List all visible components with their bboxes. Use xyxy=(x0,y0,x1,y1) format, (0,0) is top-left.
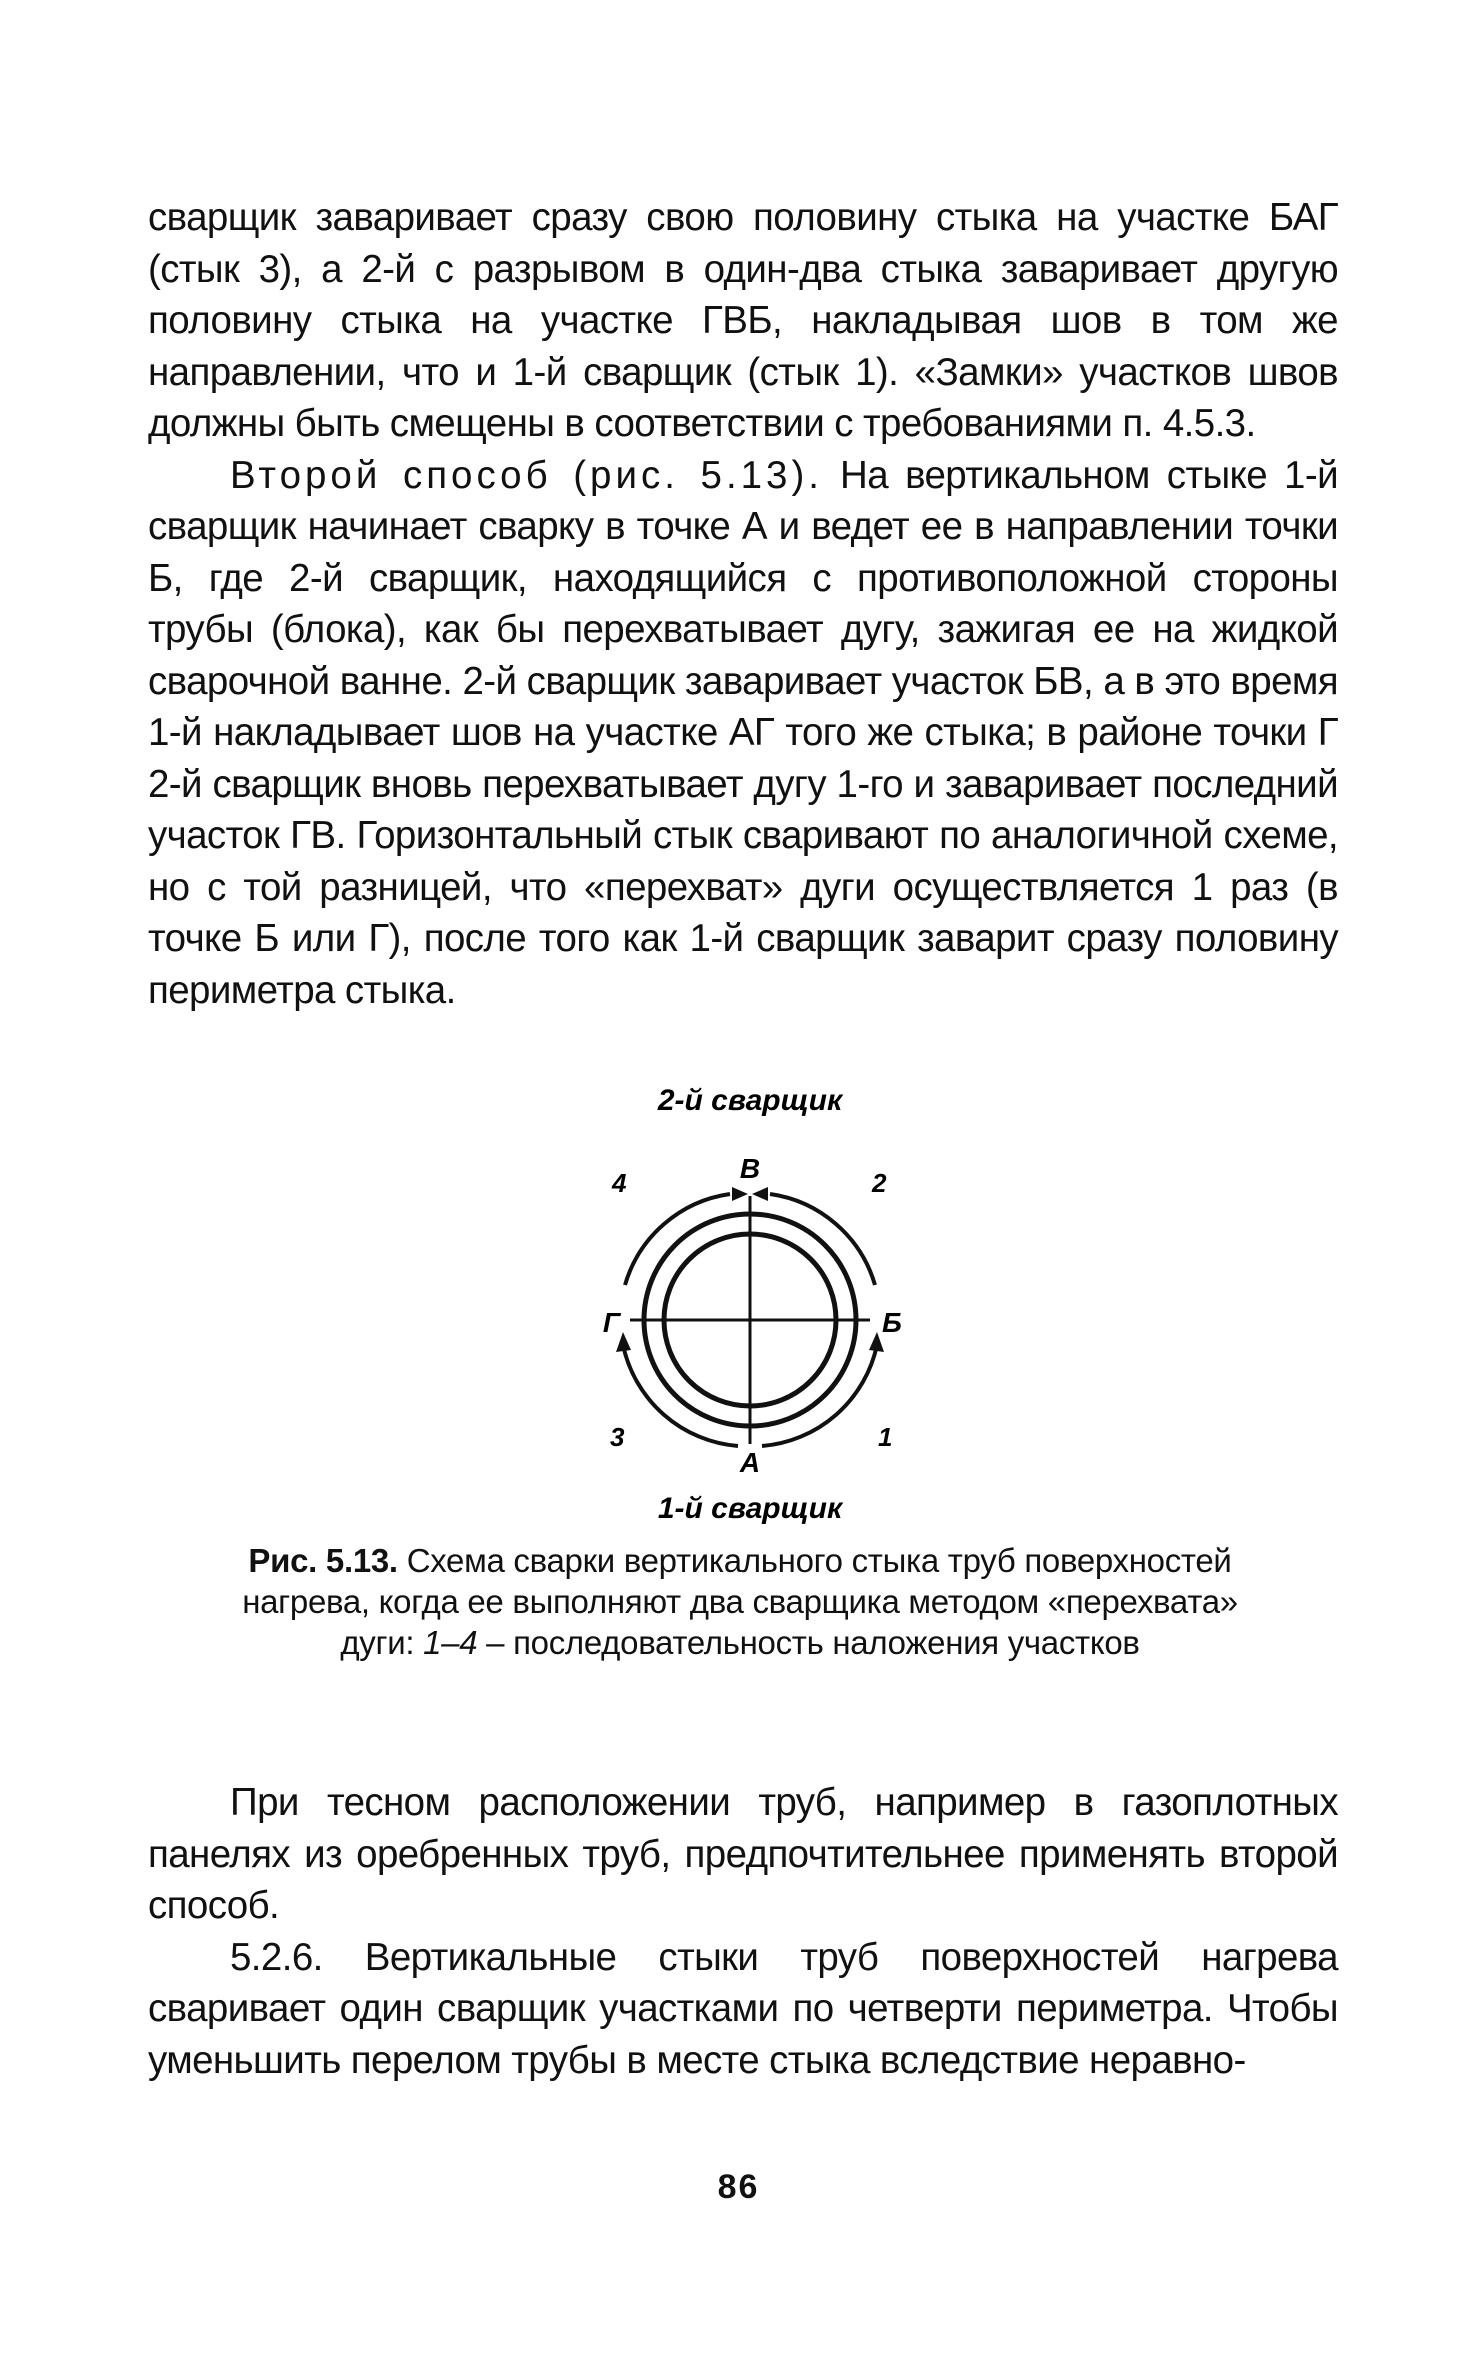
top-text xyxy=(148,192,1338,1016)
figure-caption xyxy=(215,1540,1265,1663)
label-first-welder: 1-й сварщик xyxy=(657,1492,843,1525)
welding-scheme-diagram xyxy=(560,1070,940,1530)
caption-number: Рис. 5.13. xyxy=(248,1542,398,1579)
sequence-4-label: 4 xyxy=(612,1168,627,1198)
caption-tail: – последовательность наложения участков xyxy=(486,1624,1140,1661)
figure-5-13 xyxy=(560,1070,940,1530)
page-number: 86 xyxy=(717,2168,760,2206)
point-b-label: Б xyxy=(882,1307,902,1338)
point-g-label: Г xyxy=(602,1307,620,1338)
point-v-label: В xyxy=(739,1153,761,1184)
sequence-3-label: 3 xyxy=(610,1422,625,1452)
arrow-head-4 xyxy=(732,1187,748,1201)
second-method-text: На вертикальном стыке 1-й сварщик начинает сварку в точке А и ведет ее в направлении точки Б, где 2-й сварщик, находящийся с противоположной стороны трубы (блока), как бы перехватывает дугу, зажигая ее на жидкой сварочной ванне. 2-й сварщик заваривает участок БВ, а в это время 1-й накладывает шов на участке АГ того же стыка; в районе точки Г 2-й сварщик вновь перехватывает дугу 1-го и заваривает последний участок ГВ. Горизонтальный стык сваривают по аналогичной схеме, но с той разницей, что «перехват» дуги осуществляется 1 раз (в точке Б или Г), после того как 1-й сварщик заварит сразу половину периметра стыка. xyxy=(148,453,1338,1012)
paragraph-5-2-6: 5.2.6. Вертикальные стыки труб поверхностей нагрева сваривает один сварщик участками по четверти периметра. Чтобы уменьшить перелом трубы в месте стыка вследствие неравно- xyxy=(148,1935,1338,2082)
paragraph-second-method xyxy=(148,450,1338,1017)
arrow-head-2 xyxy=(752,1187,768,1201)
label-second-welder: 2-й сварщик xyxy=(657,1084,843,1117)
paragraph-tight-layout: При тесном расположении труб, например в газоплотных панелях из оребренных труб, предпочтительнее применять второй способ. xyxy=(148,1781,1338,1927)
sequence-1-label: 1 xyxy=(878,1422,893,1452)
sequence-2-label: 2 xyxy=(872,1168,887,1198)
caption-text: Схема сварки вертикального стыка труб поверхностей нагрева, когда ее выполняют два сварщика методом «перехвата» дуги: xyxy=(242,1542,1238,1661)
caption-range: 1–4 xyxy=(423,1624,478,1661)
arc-segment-1 xyxy=(762,1345,877,1446)
bottom-text xyxy=(148,1777,1338,2086)
point-a-label: А xyxy=(739,1447,761,1478)
paragraph-continuation: сварщик заваривает сразу свою половину стыка на участке БАГ (стык 3), а 2-й с разрывом в один-два стыка заваривает другую половину стыка на участке ГВБ, накладывая шов в том же направлении, что и 1-й сварщик (стык 1). «Замки» участков швов должны быть смещены в соответствии с требованиями п. 4.5.3. xyxy=(148,196,1338,445)
second-method-heading: Второй способ (рис. 5.13). xyxy=(230,453,823,497)
arc-segment-3 xyxy=(623,1345,738,1446)
